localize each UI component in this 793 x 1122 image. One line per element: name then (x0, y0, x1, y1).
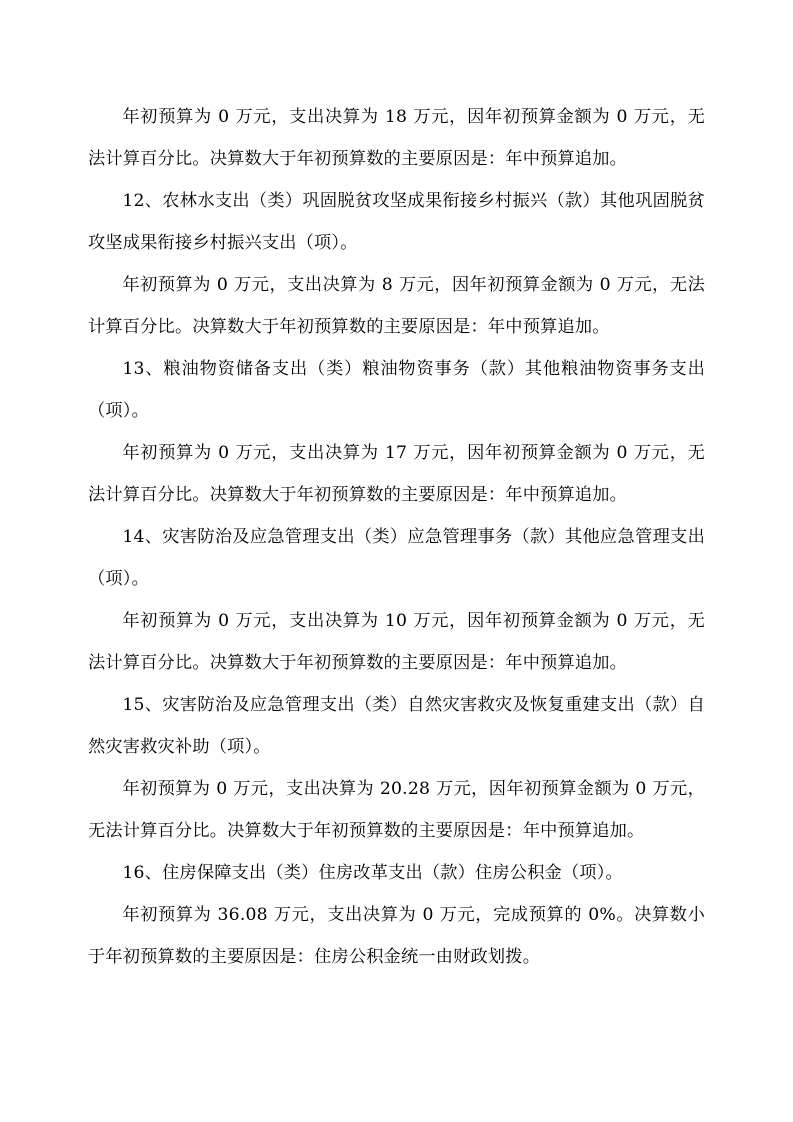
paragraph: 12、农林水支出（类）巩固脱贫攻坚成果衔接乡村振兴（款）其他巩固脱贫攻坚成果衔接乡村振兴支出（项）。 (88, 191, 705, 253)
paragraph: 年初预算为 0 万元，支出决算为 10 万元，因年初预算金额为 0 万元，无法计算百分比。决算数大于年初预算数的主要原因是：年中预算追加。 (88, 611, 705, 673)
paragraph: 年初预算为 0 万元，支出决算为 20.28 万元，因年初预算金额为 0 万元，无法计算百分比。决算数大于年初预算数的主要原因是：年中预算追加。 (88, 779, 705, 841)
paragraph: 年初预算为 0 万元，支出决算为 18 万元，因年初预算金额为 0 万元，无法计算百分比。决算数大于年初预算数的主要原因是：年中预算追加。 (88, 107, 705, 169)
paragraph: 年初预算为 36.08 万元，支出决算为 0 万元，完成预算的 0%。决算数小于年初预算数的主要原因是：住房公积金统一由财政划拨。 (88, 905, 705, 967)
paragraph: 15、灾害防治及应急管理支出（类）自然灾害救灾及恢复重建支出（款）自然灾害救灾补助（项）。 (88, 695, 705, 757)
paragraph: 年初预算为 0 万元，支出决算为 8 万元，因年初预算金额为 0 万元，无法计算百分比。决算数大于年初预算数的主要原因是：年中预算追加。 (88, 275, 705, 337)
paragraph: 年初预算为 0 万元，支出决算为 17 万元，因年初预算金额为 0 万元，无法计算百分比。决算数大于年初预算数的主要原因是：年中预算追加。 (88, 443, 705, 505)
paragraph: 14、灾害防治及应急管理支出（类）应急管理事务（款）其他应急管理支出（项）。 (88, 527, 705, 589)
paragraph: 13、粮油物资储备支出（类）粮油物资事务（款）其他粮油物资事务支出（项）。 (88, 359, 705, 421)
paragraph: 16、住房保障支出（类）住房改革支出（款）住房公积金（项）。 (122, 863, 623, 883)
document-body (88, 96, 705, 978)
